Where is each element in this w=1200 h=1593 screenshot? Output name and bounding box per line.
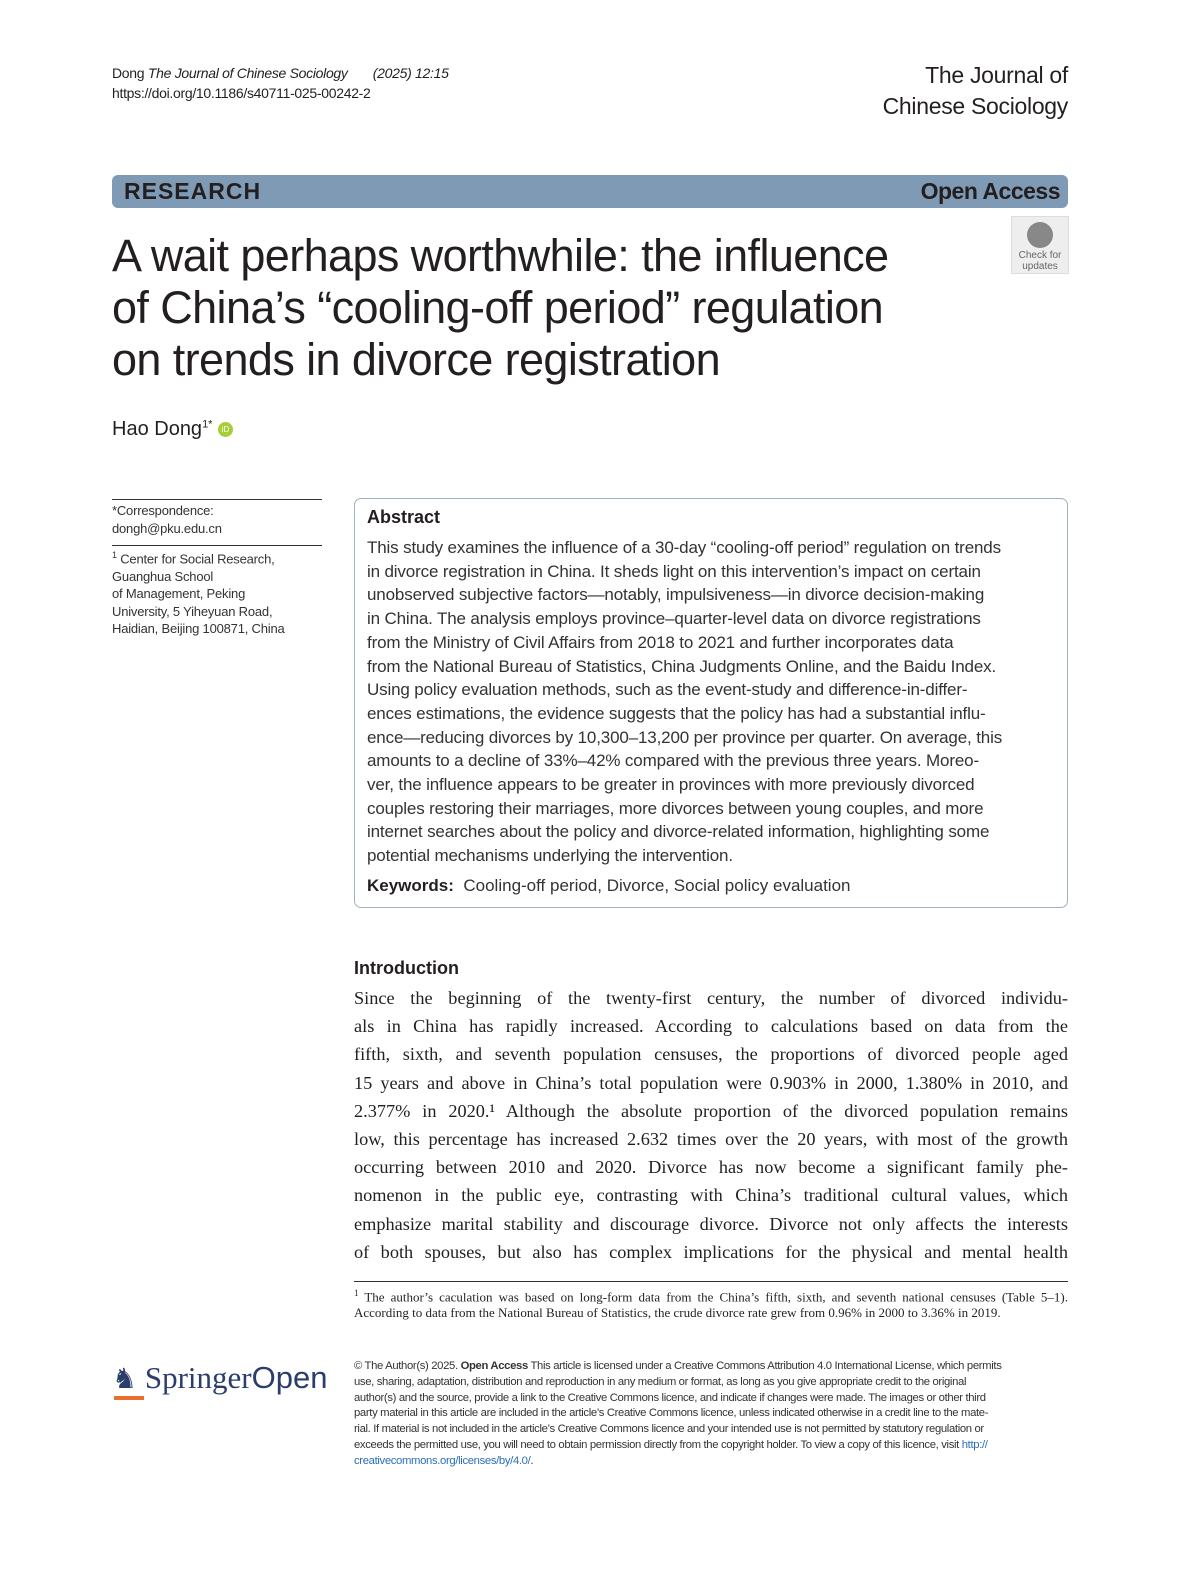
text-line: This study examines the influence of a 30-day “cooling-off period” regulation on trends: [367, 538, 1001, 557]
license-open-access: Open Access: [460, 1360, 528, 1372]
publisher-suffix: Open: [251, 1360, 328, 1395]
springer-open-logo: [112, 1360, 327, 1396]
text-line: 2.377% in 2020.¹ Although the absolute proportion of the divorced population remains: [354, 1100, 1068, 1121]
journal-name-line: The Journal of: [925, 62, 1068, 88]
affiliation: [112, 545, 322, 638]
keywords: [367, 876, 851, 896]
journal-name-line: Chinese Sociology: [882, 93, 1068, 119]
header-journal: The Journal of Chinese Sociology: [147, 65, 348, 81]
article-type: RESEARCH: [124, 178, 262, 204]
abstract-box: [354, 498, 1068, 908]
correspondence-label: *Correspondence:: [112, 503, 214, 518]
text-line: emphasize marital stability and discourage divorce. Divorce not only affects the interests: [354, 1213, 1068, 1234]
text-line: from the Ministry of Civil Affairs from 2018 to 2021 and further incorporates data: [367, 632, 954, 652]
text-line: of both spouses, but also has complex implications for the physical and mental health: [354, 1241, 1068, 1262]
affiliation-line: Haidian, Beijing 100871, China: [112, 621, 285, 637]
license-line: exceeds the permitted use, you will need to obtain permission directly from the copyright holder. To view a copy of this licence, visit: [354, 1438, 962, 1451]
text-line: unobserved subjective factors—notably, impulsiveness—in divorce decision-making: [367, 585, 985, 605]
author: [112, 418, 233, 441]
license-end: .: [530, 1454, 534, 1467]
header-citation: (2025) 12:15: [372, 65, 449, 81]
text-line: ence—reducing divorces by 10,300–13,200 per province per quarter. On average, this: [367, 727, 1003, 747]
text-line: ences estimations, the evidence suggests that the policy has had a substantial influ-: [367, 703, 986, 723]
text-line: internet searches about the policy and divorce-related information, highlighting some: [367, 822, 990, 842]
affiliation-line: of Management, Peking: [112, 586, 246, 602]
text-line: couples restoring their marriages, more divorces between young couples, and more: [367, 798, 984, 818]
license-link[interactable]: creativecommons.org/licenses/by/4.0/: [354, 1454, 531, 1467]
text-line: ver, the influence appears to be greater in provinces with more previously divorced: [367, 775, 975, 795]
title-line: A wait perhaps worthwhile: the influence: [112, 230, 889, 281]
affiliation-sup: 1: [112, 550, 117, 560]
title-line: on trends in divorce registration: [112, 334, 721, 385]
keywords-list: Cooling-off period, Divorce, Social policy evaluation: [463, 876, 851, 895]
affiliation-line: Guanghua School: [112, 568, 214, 584]
springer-horse-icon: ♞: [112, 1364, 138, 1395]
text-line: from the National Bureau of Statistics, China Judgments Online, and the Baidu Index.: [367, 656, 997, 676]
text-line: amounts to a decline of 33%–42% compared with the previous three years. Moreo-: [367, 751, 979, 771]
text-line: Using policy evaluation methods, such as the event-study and difference-in-differ-: [367, 680, 968, 700]
affiliation-line: Center for Social Research,: [120, 551, 275, 567]
license-line: use, sharing, adaptation, distribution and reproduction in any medium or format, as long as you give appropriate credit to the original: [354, 1375, 967, 1388]
footnote-sup: 1: [354, 1288, 359, 1298]
check-updates-icon: [1027, 222, 1053, 248]
check-updates-text: Check for: [1018, 250, 1062, 261]
license-line: party material in this article are included in the article’s Creative Commons licence, unless indicated otherwise in a credit line to the mate-: [354, 1407, 989, 1420]
license-link[interactable]: http://: [961, 1438, 988, 1451]
check-for-updates-button[interactable]: [1011, 216, 1069, 274]
introduction-text: [354, 984, 1068, 1266]
license-line: author(s) and the source, provide a link to the Creative Commons licence, and indicate if changes were made. The images or other third: [354, 1391, 986, 1404]
header-author: Dong: [112, 65, 145, 81]
license-line: rial. If material is not included in the article’s Creative Commons licence and your intended use is not permitted by statutory regulation or: [354, 1423, 984, 1436]
text-line: nomenon in the public eye, contrasting with China’s traditional cultural values, which: [354, 1185, 1068, 1206]
affiliation-line: University, 5 Yiheyuan Road,: [112, 603, 273, 619]
footnote-text: The author’s caculation was based on long-form data from the China’s fifth, sixth, and seventh national censuses (Table 5–1). According to data from the National Bureau of Statistics, the crude divorce rate grew from 0.96% in 2000 to 3.36% in 2019.: [354, 1289, 1069, 1321]
publisher-name: Springer: [144, 1360, 252, 1395]
footnote: [354, 1281, 1068, 1321]
text-line: Since the beginning of the twenty-first century, the number of divorced individu-: [354, 988, 1068, 1008]
author-name[interactable]: Hao Dong: [112, 418, 203, 440]
running-header: [112, 63, 449, 103]
introduction-heading: Introduction: [354, 958, 459, 978]
license-line: This article is licensed under a Creative Commons Attribution 4.0 International License, which permits: [527, 1360, 1002, 1372]
license-copyright: © The Author(s) 2025.: [354, 1360, 458, 1372]
orcid-icon[interactable]: iD: [218, 422, 233, 437]
journal-name: [883, 60, 1068, 122]
abstract-heading: Abstract: [367, 507, 441, 527]
correspondence: [112, 499, 322, 537]
title-line: of China’s “cooling-off period” regulation: [112, 282, 884, 333]
check-updates-text: updates: [1022, 261, 1058, 272]
article-type-banner: [112, 175, 1068, 208]
open-access-label: Open Access: [920, 178, 1060, 204]
text-line: low, this percentage has increased 2.632 times over the 20 years, with most of the growth: [354, 1129, 1068, 1150]
text-line: occurring between 2010 and 2020. Divorce has now become a significant family phe-: [354, 1157, 1068, 1178]
text-line: 15 years and above in China’s total population were 0.903% in 2000, 1.380% in 2010, and: [354, 1072, 1068, 1093]
text-line: in China. The analysis employs province–quarter-level data on divorce registrations: [367, 609, 981, 629]
license-text: [354, 1359, 1068, 1470]
article-title: [112, 230, 888, 386]
text-line: als in China has rapidly increased. According to calculations based on data from the: [354, 1016, 1068, 1037]
text-line: potential mechanisms underlying the intervention.: [367, 846, 733, 866]
doi-link[interactable]: https://doi.org/10.1186/s40711-025-00242-2: [112, 85, 371, 101]
correspondence-email[interactable]: dongh@pku.edu.cn: [112, 520, 222, 536]
abstract-text: [367, 536, 1002, 868]
logo-underline: [114, 1396, 144, 1400]
text-line: in divorce registration in China. It sheds light on this intervention’s impact on certain: [367, 561, 981, 581]
keywords-label: Keywords:: [367, 876, 454, 895]
author-affiliation-sup: 1*: [202, 418, 213, 431]
text-line: fifth, sixth, and seventh population censuses, the proportions of divorced people aged: [354, 1044, 1068, 1065]
